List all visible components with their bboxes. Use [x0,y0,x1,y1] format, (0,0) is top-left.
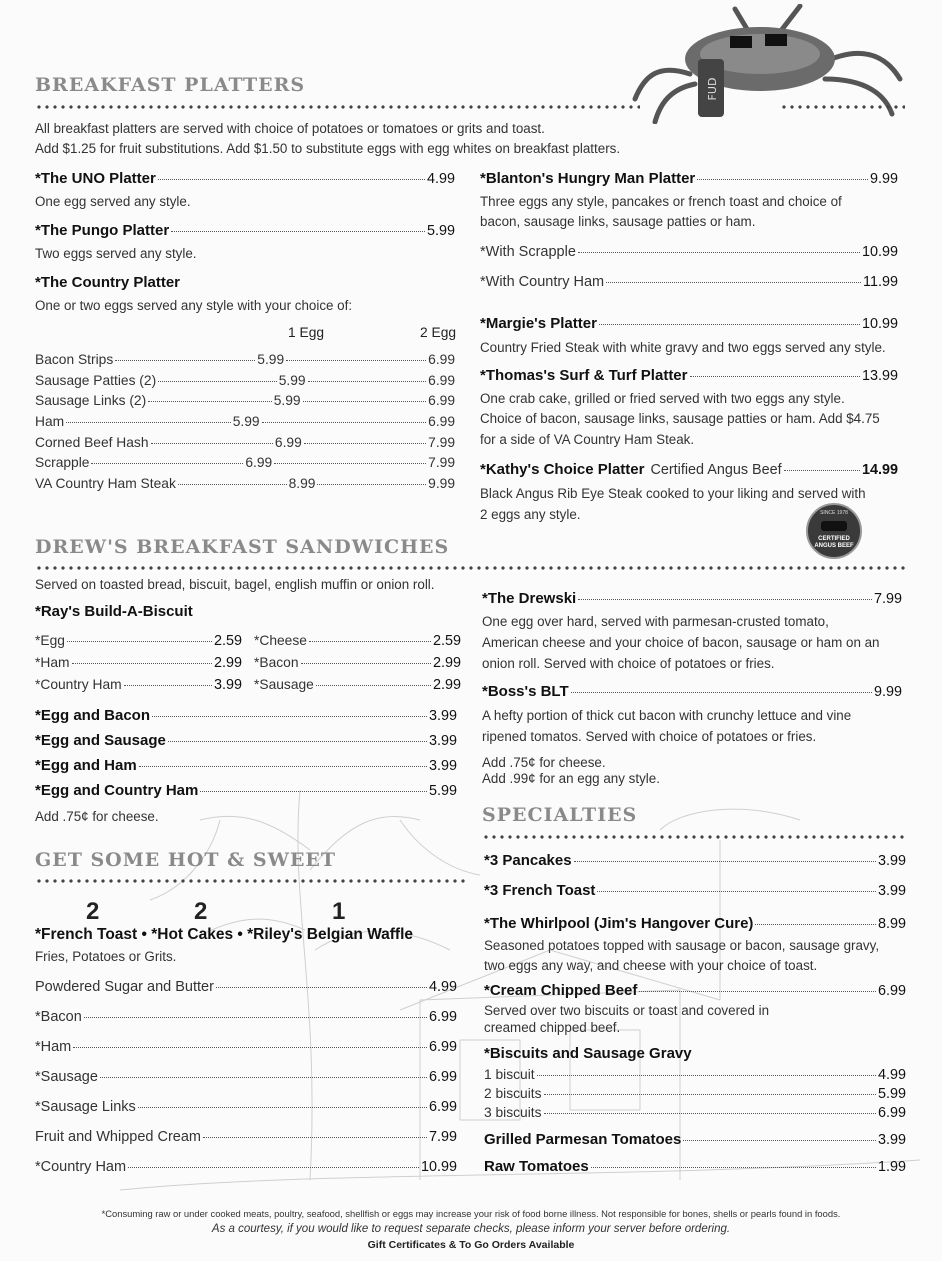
option-price: 5.99 [877,1086,906,1102]
leader-dots [158,381,277,382]
leader-dots [599,324,860,325]
leader-dots [578,599,872,600]
item-name: *The UNO Platter [35,170,156,187]
menu-item-uno-platter [35,170,455,187]
leader-dots [544,1094,876,1095]
leader-dots [171,231,425,232]
item-name: *Margie's Platter [480,315,597,332]
leader-dots [303,401,427,402]
leader-dots [597,891,876,892]
option-price: 2.99 [213,655,242,671]
item-name: Powdered Sugar and Butter [35,979,214,995]
item-price: 6.99 [428,1099,457,1115]
add-egg-note: Add .99¢ for an egg any style. [482,771,660,786]
item-price: 10.99 [861,244,898,260]
option-price: 2.59 [432,633,461,649]
item-name: *Cream Chipped Beef [484,982,638,999]
footer-disclaimer: *Consuming raw or under cooked meats, poultry, seafood, shellfish or eggs may increase your risk of food borne illness. Not responsible for bones, shells or pearls found in foods. [101,1208,841,1219]
leader-dots [66,422,231,423]
menu-item-raw-tomatoes [484,1158,906,1175]
country-option-row [35,414,455,435]
country-option-row [35,393,455,414]
leader-dots [73,1047,427,1048]
leader-dots [304,443,426,444]
item-description-line-2: 2 eggs any style. [480,507,581,522]
item-name: *Thomas's Surf & Turf Platter [480,367,688,384]
menu-item-the-whirlpool [484,915,906,932]
leader-dots [301,663,431,664]
item-price: 10.99 [420,1159,457,1175]
menu-item-pungo-platter [35,222,455,239]
leader-dots [639,991,876,992]
item-description-line-2: creamed chipped beef. [484,1020,621,1035]
option-name: *Egg [35,633,65,648]
item-description-line-2: two eggs any way, and cheese with your choice of toast. [484,958,818,973]
country-option-row [35,373,455,394]
item-name: *Bacon [35,1009,82,1025]
item-description-line-1: Three eggs any style, pancakes or french toast and choice of [480,194,842,209]
leader-dots [574,861,876,862]
country-option-row [35,476,455,497]
item-price: 3.99 [428,708,457,724]
item-description-line-2: bacon, sausage links, sausage patties or ham. [480,214,756,229]
item-name: *Boss's BLT [482,683,569,700]
option-name: Sausage Patties (2) [35,372,157,388]
cow-icon [821,521,847,531]
option-name: Scrapple [35,455,90,471]
option-price-1-egg: 6.99 [245,455,273,471]
leader-dots [152,716,427,717]
option-price-2-egg: 6.99 [428,372,455,388]
item-name: *Egg and Sausage [35,732,166,749]
item-price: 7.99 [873,591,902,607]
option-price-1-egg: 8.99 [288,476,316,492]
item-name: *3 Pancakes [484,852,572,869]
item-price: 6.99 [877,983,906,999]
crab-label: FUD [706,77,719,101]
item-price: 5.99 [426,223,455,239]
footer-gift-certificates: Gift Certificates & To Go Orders Available [367,1239,575,1251]
biscuit-option-cheese [254,633,461,649]
item-price: 3.99 [428,733,457,749]
footer-courtesy: As a courtesy, if you would like to request separate checks, please inform your server before ordering. [211,1223,731,1235]
leader-dots [203,1137,427,1138]
item-name: *Egg and Bacon [35,707,151,724]
menu-item-blantons-platter [480,170,898,187]
menu-item-grilled-parmesan-tomatoes [484,1131,906,1148]
item-description-line-3: for a side of VA Country Ham Steak. [480,432,695,447]
item-name: *Sausage [35,1069,98,1085]
item-description: One egg served any style. [35,194,191,209]
breakfast-intro-line-2: Add $1.25 for fruit substitutions. Add $1.50 to substitute eggs with egg whites on breakfast platters. [35,141,621,156]
hot-sweet-heading: *French Toast • *Hot Cakes • *Riley's Belgian Waffle [35,926,414,943]
item-price: 4.99 [428,979,457,995]
option-price: 2.99 [432,677,461,693]
item-price: 6.99 [428,1009,457,1025]
country-option-row [35,435,455,456]
biscuit-option-sausage [254,677,461,693]
item-description-line-2: Choice of bacon, sausage links, sausage patties or ham. Add $4.75 [480,411,880,426]
leader-dots [115,360,255,361]
item-description-line-1: Served over two biscuits or toast and covered in [484,1003,770,1018]
item-name: Grilled Parmesan Tomatoes [484,1131,682,1148]
hot-sweet-item [35,1039,457,1055]
option-name: *Ham [35,655,70,670]
option-price-1-egg: 5.99 [273,393,301,409]
option-price-1-egg: 5.99 [232,414,260,430]
section-title-specialties: SPECIALTIES [482,804,638,826]
section-title-sandwiches: DREW'S BREAKFAST SANDWICHES [35,536,450,558]
item-name: *Country Ham [35,1159,127,1175]
option-price-2-egg: 7.99 [428,455,455,471]
leader-dots [578,252,860,253]
leader-dots [571,692,872,693]
leader-dots [308,381,427,382]
item-price: 3.99 [428,758,457,774]
item-price: 7.99 [428,1129,457,1145]
biscuit-option-ham [35,655,242,671]
item-name: *Egg and Ham [35,757,137,774]
item-price: 3.99 [877,1132,906,1148]
option-name: Corned Beef Hash [35,434,149,450]
option-price-1-egg: 6.99 [274,434,302,450]
section-divider [35,878,465,884]
sandwiches-intro: Served on toasted bread, biscuit, bagel, english muffin or onion roll. [35,577,435,592]
option-name: *Cheese [254,633,307,648]
item-price: 6.99 [428,1069,457,1085]
hot-sweet-item [35,1069,457,1085]
leader-dots [537,1075,876,1076]
item-description: Country Fried Steak with white gravy and two eggs served any style. [480,340,886,355]
biscuit-option-bacon [254,655,461,671]
option-name: 1 biscuit [484,1067,535,1082]
menu-item-kathys-choice [480,461,898,478]
menu-item-egg-and-country-ham [35,782,457,799]
item-name: *With Country Ham [480,274,605,290]
item-description-line-3: onion roll. Served with choice of potatoes or fries. [482,656,775,671]
leader-dots [139,766,427,767]
badge-top-text: SINCE 1978 [820,510,848,516]
column-header-2-egg: 2 Egg [420,325,457,340]
add-cheese-note: Add .75¢ for cheese. [482,755,606,770]
item-name: *Egg and Country Ham [35,782,199,799]
leader-dots [178,484,287,485]
menu-item-egg-and-sausage [35,732,457,749]
item-description-line-1: One crab cake, grilled or fried served with two eggs any style. [480,391,845,406]
menu-item-with-scrapple [480,244,898,260]
menu-item-thomas-surf-turf [480,367,898,384]
option-price: 2.59 [213,633,242,649]
waffle-count: 1 [332,898,346,925]
hot-sweet-item [35,1099,457,1115]
option-price-1-egg: 5.99 [278,372,306,388]
badge-text: CERTIFIED ANGUS BEEF [814,536,854,549]
certified-angus-beef-badge [806,503,862,559]
menu-item-biscuits-sausage-gravy: *Biscuits and Sausage Gravy [484,1045,692,1062]
item-price: 5.99 [428,783,457,799]
leader-dots [316,685,431,686]
menu-item-boss-blt [482,683,902,700]
item-price: 8.99 [877,916,906,932]
menu-item-margies-platter [480,315,898,332]
breakfast-intro-line-1: All breakfast platters are served with choice of potatoes or tomatoes or grits and toast. [35,121,545,136]
item-name: *Kathy's Choice Platter [480,461,645,478]
leader-dots [168,741,427,742]
leader-dots [91,463,243,464]
option-name: *Bacon [254,655,299,670]
item-name: *With Scrapple [480,244,576,260]
menu-item-3-french-toast [484,882,906,899]
column-header-1-egg: 1 Egg [288,325,325,340]
item-name: *Ham [35,1039,72,1055]
menu-item-with-country-ham [480,274,898,290]
leader-dots [216,987,427,988]
leader-dots [591,1167,876,1168]
menu-item-cream-chipped-beef [484,982,906,999]
item-price: 13.99 [861,368,898,384]
section-title-breakfast: BREAKFAST PLATTERS [35,74,306,96]
menu-item-egg-and-bacon [35,707,457,724]
section-divider [780,104,905,110]
hot-sweet-item [35,1129,457,1145]
leader-dots [317,484,426,485]
leader-dots [309,641,431,642]
item-description-line-2: ripened tomatos. Served with choice of potatoes or fries. [482,729,817,744]
leader-dots [124,685,212,686]
option-price: 3.99 [213,677,242,693]
leader-dots [100,1077,427,1078]
leader-dots [138,1107,427,1108]
item-price: 11.99 [863,274,898,290]
menu-item-3-pancakes [484,852,906,869]
item-description: One or two eggs served any style with your choice of: [35,298,353,313]
gravy-option [484,1086,906,1102]
item-price: 6.99 [428,1039,457,1055]
item-price: 10.99 [861,316,898,332]
leader-dots [690,376,860,377]
hot-sweet-item [35,979,457,995]
item-price: 9.99 [869,171,898,187]
item-name: Raw Tomatoes [484,1158,589,1175]
leader-dots [128,1167,419,1168]
leader-dots [151,443,273,444]
leader-dots [286,360,426,361]
leader-dots [697,179,868,180]
country-option-row [35,455,455,476]
item-price: 14.99 [861,462,898,478]
item-description: Two eggs served any style. [35,246,197,261]
option-name: *Sausage [254,677,314,692]
item-name: *The Whirlpool (Jim's Hangover Cure) [484,915,754,932]
option-price-2-egg: 7.99 [428,434,456,450]
hot-sweet-item [35,1009,457,1025]
hot-sweet-subtitle: Fries, Potatoes or Grits. [35,949,177,964]
item-description-line-2: American cheese and your choice of bacon, sausage or ham on an [482,635,880,650]
option-name: Ham [35,414,65,430]
item-description-line-1: Seasoned potatoes topped with sausage or bacon, sausage gravy, [484,938,880,953]
section-divider [35,565,905,571]
leader-dots [67,641,212,642]
leader-dots [148,401,272,402]
option-name: 3 biscuits [484,1105,542,1120]
menu-item-the-drewski [482,590,902,607]
country-option-row [35,352,455,373]
gravy-option [484,1105,906,1121]
item-price: 9.99 [873,684,902,700]
item-price: 4.99 [426,171,455,187]
cheese-note: Add .75¢ for cheese. [35,809,159,824]
option-price: 6.99 [877,1105,906,1121]
menu-item-rays-build-a-biscuit: *Ray's Build-A-Biscuit [35,603,193,620]
option-price: 2.99 [432,655,461,671]
section-title-hot-sweet: GET SOME HOT & SWEET [35,849,337,871]
leader-dots [262,422,427,423]
option-price-2-egg: 6.99 [428,393,455,409]
item-name: *Sausage Links [35,1099,136,1115]
item-description-line-1: Black Angus Rib Eye Steak cooked to your liking and served with [480,486,866,501]
hot-sweet-item [35,1159,457,1175]
leader-dots [606,282,861,283]
option-price-2-egg: 9.99 [428,476,455,492]
leader-dots [683,1140,876,1141]
country-platter-options [35,352,455,497]
biscuit-option-egg [35,633,242,649]
item-name: *3 French Toast [484,882,596,899]
option-name: Bacon Strips [35,352,114,367]
item-description-line-1: A hefty portion of thick cut bacon with crunchy lettuce and vine [482,708,852,723]
leader-dots [784,470,860,471]
option-price-2-egg: 6.99 [428,414,456,430]
menu-item-country-platter: *The Country Platter [35,274,181,291]
item-description-line-1: One egg over hard, served with parmesan-crusted tomato, [482,614,829,629]
french-toast-count: 2 [86,898,100,925]
menu-item-egg-and-ham [35,757,457,774]
item-name: Fruit and Whipped Cream [35,1129,202,1145]
leader-dots [84,1017,427,1018]
item-subtitle: Certified Angus Beef [650,462,782,478]
leader-dots [72,663,212,664]
item-price: 3.99 [877,853,906,869]
section-divider [482,834,907,840]
item-price: 3.99 [877,883,906,899]
item-name: *Blanton's Hungry Man Platter [480,170,696,187]
leader-dots [544,1113,876,1114]
option-price-1-egg: 5.99 [257,352,285,367]
section-divider [35,104,640,110]
option-price-2-egg: 6.99 [428,352,456,367]
leader-dots [755,924,876,925]
hot-cakes-count: 2 [194,898,208,925]
option-name: VA Country Ham Steak [35,476,176,492]
item-price: 1.99 [877,1159,906,1175]
item-name: *The Pungo Platter [35,222,170,239]
option-name: 2 biscuits [484,1086,542,1101]
leader-dots [200,791,427,792]
leader-dots [158,179,425,180]
gravy-option [484,1067,906,1083]
leader-dots [274,463,426,464]
biscuit-option-country-ham [35,677,242,693]
option-name: Sausage Links (2) [35,393,147,409]
item-name: *The Drewski [482,590,577,607]
option-name: *Country Ham [35,677,122,692]
option-price: 4.99 [877,1067,906,1083]
